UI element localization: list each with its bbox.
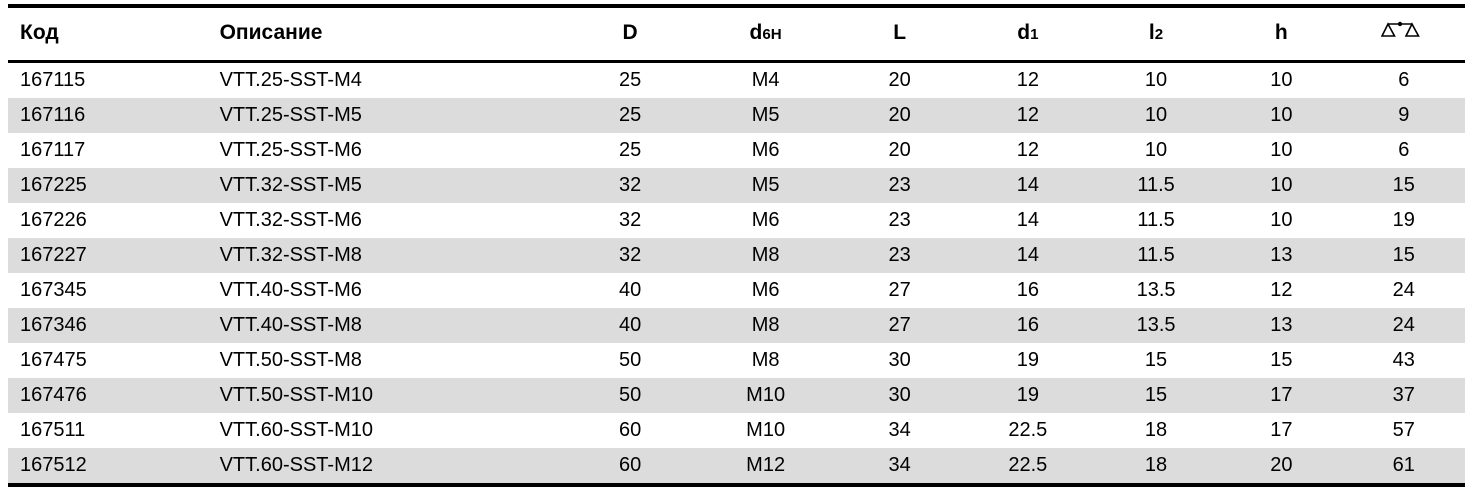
- cell-l2: 11.5: [1137, 209, 1175, 231]
- cell-weight: 6: [1398, 69, 1410, 91]
- cell-l: 34: [836, 448, 964, 485]
- cell-l2: 15: [1144, 349, 1168, 371]
- table-row: [8, 238, 1465, 273]
- column-header-h: h: [1220, 6, 1342, 62]
- cell-code: 167116: [8, 98, 208, 133]
- cell-desc: VTT.25-SST-M6: [219, 139, 362, 161]
- cell-weight: 43: [1392, 349, 1415, 371]
- table-row: [8, 308, 1465, 343]
- cell-h: 13: [1220, 238, 1342, 273]
- cell-l2: 11.5: [1092, 168, 1220, 203]
- cell-d: 25: [619, 69, 642, 91]
- cell-d: 50: [565, 378, 696, 413]
- cell-l2: 13.5: [1136, 279, 1176, 301]
- column-header-weight: [1343, 6, 1465, 62]
- cell-l: 23: [836, 238, 964, 273]
- cell-d: 40: [565, 308, 696, 343]
- cell-desc: VTT.50-SST-M10: [208, 378, 565, 413]
- scales-icon: [1381, 18, 1427, 42]
- cell-code: 167345: [20, 279, 87, 301]
- cell-l2: 15: [1092, 378, 1220, 413]
- cell-l2: 10: [1144, 69, 1168, 91]
- cell-d1: 19: [964, 378, 1092, 413]
- cell-desc: VTT.60-SST-M10: [219, 419, 373, 441]
- cell-d: 25: [619, 139, 642, 161]
- column-header-l2-sub: 2: [1154, 26, 1164, 43]
- cell-desc: VTT.50-SST-M8: [219, 349, 362, 371]
- cell-d6h: M6: [751, 279, 780, 301]
- cell-weight: 24: [1343, 308, 1465, 343]
- cell-l2: 13.5: [1092, 308, 1220, 343]
- cell-d6h: M10: [696, 378, 836, 413]
- cell-h: 15: [1270, 349, 1293, 371]
- cell-l: 23: [836, 168, 964, 203]
- cell-weight: 57: [1392, 419, 1415, 441]
- cell-h: 12: [1270, 279, 1293, 301]
- column-header-l2-base: l: [1148, 21, 1155, 44]
- cell-l: 23: [888, 209, 911, 231]
- cell-d: 32: [565, 168, 696, 203]
- column-header-d6h: [696, 6, 836, 62]
- cell-d6h: M6: [751, 139, 780, 161]
- cell-d6h: M5: [696, 98, 836, 133]
- cell-weight: 6: [1398, 139, 1410, 161]
- column-header-d1: [964, 6, 1092, 62]
- table-row: [8, 62, 1465, 99]
- cell-l: 20: [888, 69, 911, 91]
- cell-h: 10: [1270, 209, 1293, 231]
- cell-l: 20: [888, 139, 911, 161]
- cell-l2: 11.5: [1092, 238, 1220, 273]
- cell-weight: 19: [1392, 209, 1415, 231]
- cell-desc: VTT.32-SST-M8: [208, 238, 565, 273]
- cell-d6h: M5: [696, 168, 836, 203]
- cell-d6h: M6: [751, 209, 780, 231]
- cell-d1: 14: [964, 238, 1092, 273]
- cell-l2: 18: [1092, 448, 1220, 485]
- table-header-row: [8, 6, 1465, 62]
- cell-l: 27: [888, 279, 911, 301]
- cell-l2: 18: [1144, 419, 1168, 441]
- column-header-d6h-base: d: [749, 21, 763, 44]
- cell-l: 27: [836, 308, 964, 343]
- cell-d6h: M12: [696, 448, 836, 485]
- cell-code: 167225: [8, 168, 208, 203]
- cell-d1: 16: [964, 308, 1092, 343]
- cell-weight: 15: [1343, 168, 1465, 203]
- column-header-d6h-sub: 6H: [762, 26, 782, 43]
- cell-d1: 14: [1016, 209, 1039, 231]
- cell-d: 60: [619, 419, 642, 441]
- cell-d1: 12: [1016, 139, 1039, 161]
- cell-l: 20: [836, 98, 964, 133]
- table-row: [8, 413, 1465, 448]
- cell-desc: VTT.40-SST-M8: [208, 308, 565, 343]
- cell-d1: 16: [1016, 279, 1039, 301]
- column-header-code: Код: [8, 6, 208, 62]
- cell-code: 167115: [20, 69, 86, 91]
- cell-code: 167346: [8, 308, 208, 343]
- table-row: [8, 343, 1465, 378]
- cell-h: 10: [1220, 168, 1342, 203]
- table-row: [8, 273, 1465, 308]
- column-header-d: D: [565, 6, 696, 62]
- cell-code: 167476: [8, 378, 208, 413]
- cell-code: 167117: [20, 139, 86, 161]
- column-header-d1-base: d: [1017, 21, 1031, 44]
- cell-d: 50: [619, 349, 642, 371]
- cell-d: 32: [565, 238, 696, 273]
- cell-d6h: M8: [696, 238, 836, 273]
- table-row: [8, 133, 1465, 168]
- cell-d1: 22.5: [1008, 419, 1048, 441]
- cell-l2: 10: [1092, 98, 1220, 133]
- cell-h: 20: [1220, 448, 1342, 485]
- cell-desc: VTT.40-SST-M6: [219, 279, 362, 301]
- cell-code: 167511: [20, 419, 86, 441]
- cell-desc: VTT.60-SST-M12: [208, 448, 565, 485]
- table-row: [8, 98, 1465, 133]
- cell-desc: VTT.32-SST-M6: [219, 209, 362, 231]
- cell-d1: 22.5: [964, 448, 1092, 485]
- cell-weight: 24: [1392, 279, 1415, 301]
- cell-h: 17: [1220, 378, 1342, 413]
- cell-d1: 14: [964, 168, 1092, 203]
- cell-d: 32: [619, 209, 642, 231]
- cell-h: 10: [1270, 139, 1293, 161]
- table-row: [8, 203, 1465, 238]
- cell-weight: 37: [1343, 378, 1465, 413]
- table-header: [8, 6, 1465, 62]
- cell-l2: 10: [1144, 139, 1168, 161]
- cell-d6h: M10: [746, 419, 786, 441]
- column-header-l: L: [836, 6, 964, 62]
- cell-h: 13: [1220, 308, 1342, 343]
- column-header-description: Описание: [208, 6, 565, 62]
- cell-weight: 9: [1343, 98, 1465, 133]
- table-row: [8, 168, 1465, 203]
- cell-h: 17: [1270, 419, 1293, 441]
- cell-code: 167227: [8, 238, 208, 273]
- cell-desc: VTT.25-SST-M4: [219, 69, 362, 91]
- cell-d: 60: [565, 448, 696, 485]
- cell-l: 30: [888, 349, 911, 371]
- cell-desc: VTT.25-SST-M5: [208, 98, 565, 133]
- cell-h: 10: [1270, 69, 1293, 91]
- cell-d6h: M8: [751, 349, 780, 371]
- cell-d6h: M8: [696, 308, 836, 343]
- cell-desc: VTT.32-SST-M5: [208, 168, 565, 203]
- table-body: [8, 62, 1465, 486]
- cell-d1: 12: [964, 98, 1092, 133]
- column-header-d1-sub: 1: [1030, 26, 1039, 43]
- cell-d6h: M4: [751, 69, 780, 91]
- cell-weight: 15: [1343, 238, 1465, 273]
- cell-h: 10: [1220, 98, 1342, 133]
- column-header-l2: [1092, 6, 1220, 62]
- cell-weight: 61: [1343, 448, 1465, 485]
- cell-d: 25: [565, 98, 696, 133]
- cell-d1: 19: [1016, 349, 1039, 371]
- cell-code: 167226: [20, 209, 87, 231]
- cell-code: 167475: [20, 349, 87, 371]
- cell-d: 40: [619, 279, 642, 301]
- cell-l: 30: [836, 378, 964, 413]
- table-row: [8, 378, 1465, 413]
- specification-table: [8, 4, 1465, 487]
- cell-d1: 12: [1016, 69, 1039, 91]
- table-row: [8, 448, 1465, 485]
- cell-code: 167512: [8, 448, 208, 485]
- cell-l: 34: [888, 419, 911, 441]
